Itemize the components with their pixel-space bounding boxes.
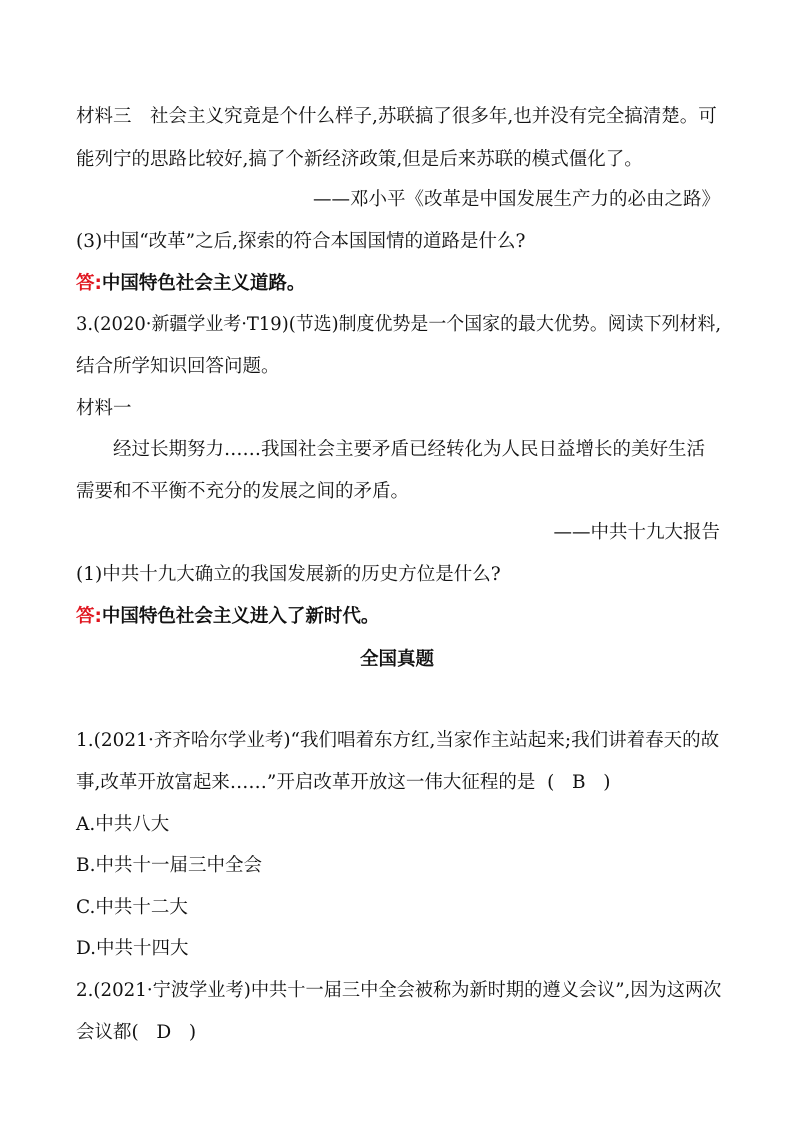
national1-line2: 事,改革开放富起来……”开启改革开放这一伟大征程的是 ( B ) (76, 772, 611, 793)
answer-label: 答: (76, 273, 102, 294)
item3-material-line2: 需要和不平衡不充分的发展之间的矛盾。 (76, 481, 410, 502)
answer-text: 中国特色社会主义进入了新时代。 (101, 606, 380, 627)
q3-answer (76, 272, 721, 296)
item3-question: (1)中共十九大确立的我国发展新的历史方位是什么? (76, 564, 501, 585)
material3-line2: 能列宁的思路比较好,搞了个新经济政策,但是后来苏联的模式僵化了。 (76, 149, 643, 170)
material3-source: ——邓小平《改革是中国发展生产力的必由之路》 (312, 189, 720, 210)
item3-line1: 3.(2020·新疆学业考·T19)(节选)制度优势是一个国家的最大优势。阅读下列材料, (76, 314, 722, 335)
national2-line2: 会议都( D ) (76, 1022, 197, 1043)
option-a: A.中共八大 (76, 814, 170, 835)
option-b: B.中共十一届三中全会 (76, 855, 262, 876)
item3-material-line1: 经过长期努力……我国社会主要矛盾已经转化为人民日益增长的美好生活 (113, 439, 706, 460)
item3-material-label: 材料一 (76, 398, 132, 419)
national1-line1: 1.(2021·齐齐哈尔学业考)“我们唱着东方红,当家作主站起来;我们讲着春天的故 (76, 730, 720, 751)
item3-answer (76, 605, 721, 629)
national2-line1: 2.(2021·宁波学业考)中共十一届三中全会被称为新时期的遵义会议”,因为这两次 (76, 980, 722, 1001)
answer-label: 答: (76, 606, 102, 627)
item3-line2: 结合所学知识回答问题。 (76, 356, 280, 377)
q3-question: (3)中国“改革”之后,探索的符合本国国情的道路是什么? (76, 231, 526, 252)
section-heading: 全国真题 (359, 649, 434, 670)
item3-source: ——中共十九大报告 (553, 522, 720, 543)
material3-line1: 材料三 社会主义究竟是个什么样子,苏联搞了很多年,也并没有完全搞清楚。可 (76, 106, 717, 127)
option-d: D.中共十四大 (76, 938, 189, 959)
answer-text: 中国特色社会主义道路。 (101, 273, 306, 294)
option-c: C.中共十二大 (76, 897, 188, 918)
